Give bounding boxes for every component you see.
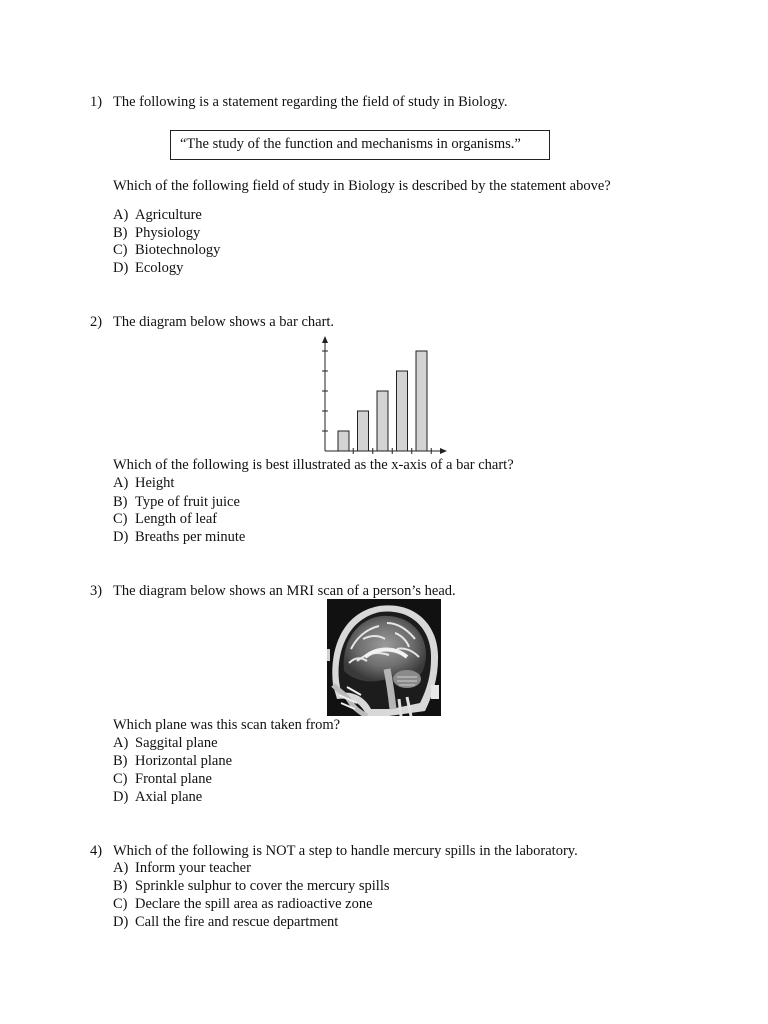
question-4-option-a[interactable] (113, 860, 251, 877)
x-axis-arrow (440, 448, 447, 454)
option-letter: D) (113, 789, 129, 805)
option-text: Ecology (135, 260, 184, 276)
option-text: Declare the spill area as radioactive zone (135, 896, 373, 912)
bar-4 (397, 371, 408, 451)
question-4-number: 4) (90, 843, 103, 859)
question-1-option-c[interactable] (113, 242, 220, 259)
option-text: Saggital plane (135, 735, 218, 751)
option-letter: A) (113, 735, 129, 751)
question-2-option-a[interactable] (113, 475, 174, 492)
question-2-stem: The diagram below shows a bar chart. (113, 314, 335, 330)
option-letter: C) (113, 242, 128, 258)
option-letter: B) (113, 753, 128, 769)
question-1-prompt: Which of the following field of study in Biology is described by the statement above? (113, 178, 611, 194)
bar-chart (310, 333, 450, 457)
mri-scan-image (327, 599, 441, 716)
question-2-option-b[interactable] (113, 494, 240, 511)
option-text: Agriculture (135, 207, 202, 223)
option-text: Axial plane (135, 789, 203, 805)
option-text: Frontal plane (135, 771, 212, 787)
question-1-option-b[interactable] (113, 225, 200, 242)
question-1-option-d[interactable] (113, 260, 183, 277)
option-text: Breaths per minute (135, 529, 246, 545)
question-3-option-b[interactable] (113, 753, 232, 770)
option-text: Horizontal plane (135, 753, 233, 769)
option-letter: C) (113, 771, 128, 787)
option-letter: B) (113, 225, 128, 241)
option-letter: A) (113, 207, 129, 223)
option-text: Type of fruit juice (135, 494, 240, 510)
option-text: Call the fire and rescue department (135, 914, 339, 930)
option-letter: A) (113, 860, 129, 876)
question-4-option-b[interactable] (113, 878, 390, 895)
question-4-option-d[interactable] (113, 914, 338, 931)
question-1-stem: The following is a statement regarding the field of study in Biology. (113, 94, 508, 110)
option-letter: D) (113, 914, 129, 930)
option-letter: D) (113, 260, 129, 276)
bar-5 (416, 351, 427, 451)
y-axis-arrow (322, 336, 328, 343)
question-4-option-c[interactable] (113, 896, 373, 913)
question-3-option-c[interactable] (113, 771, 212, 788)
option-letter: C) (113, 896, 128, 912)
bar-group (338, 351, 427, 451)
quote-box (170, 130, 550, 160)
bar-1 (338, 431, 349, 451)
option-text: Height (135, 475, 175, 491)
question-4-stem: Which of the following is NOT a step to handle mercury spills in the laboratory. (113, 843, 578, 859)
question-2-option-c[interactable] (113, 511, 217, 528)
question-3-stem: The diagram below shows an MRI scan of a person’s head. (113, 583, 456, 599)
bar-2 (358, 411, 369, 451)
question-2-prompt: Which of the following is best illustrated as the x-axis of a bar chart? (113, 457, 514, 473)
question-1-number: 1) (90, 94, 103, 110)
option-text: Inform your teacher (135, 860, 251, 876)
question-3-number: 3) (90, 583, 103, 599)
option-letter: C) (113, 511, 128, 527)
option-text: Sprinkle sulphur to cover the mercury spills (135, 878, 390, 894)
option-letter: B) (113, 878, 128, 894)
question-1-option-a[interactable] (113, 207, 202, 224)
question-2-number: 2) (90, 314, 103, 330)
option-text: Physiology (135, 225, 201, 241)
option-text: Length of leaf (135, 511, 218, 527)
option-text: Biotechnology (135, 242, 221, 258)
option-letter: B) (113, 494, 128, 510)
question-3-option-a[interactable] (113, 735, 218, 752)
bar-3 (377, 391, 388, 451)
question-3-prompt: Which plane was this scan taken from? (113, 717, 341, 733)
question-3-option-d[interactable] (113, 789, 202, 806)
option-letter: D) (113, 529, 129, 545)
option-letter: A) (113, 475, 129, 491)
quote-text: “The study of the function and mechanisms in organisms.” (180, 136, 521, 152)
question-2-option-d[interactable] (113, 529, 245, 546)
